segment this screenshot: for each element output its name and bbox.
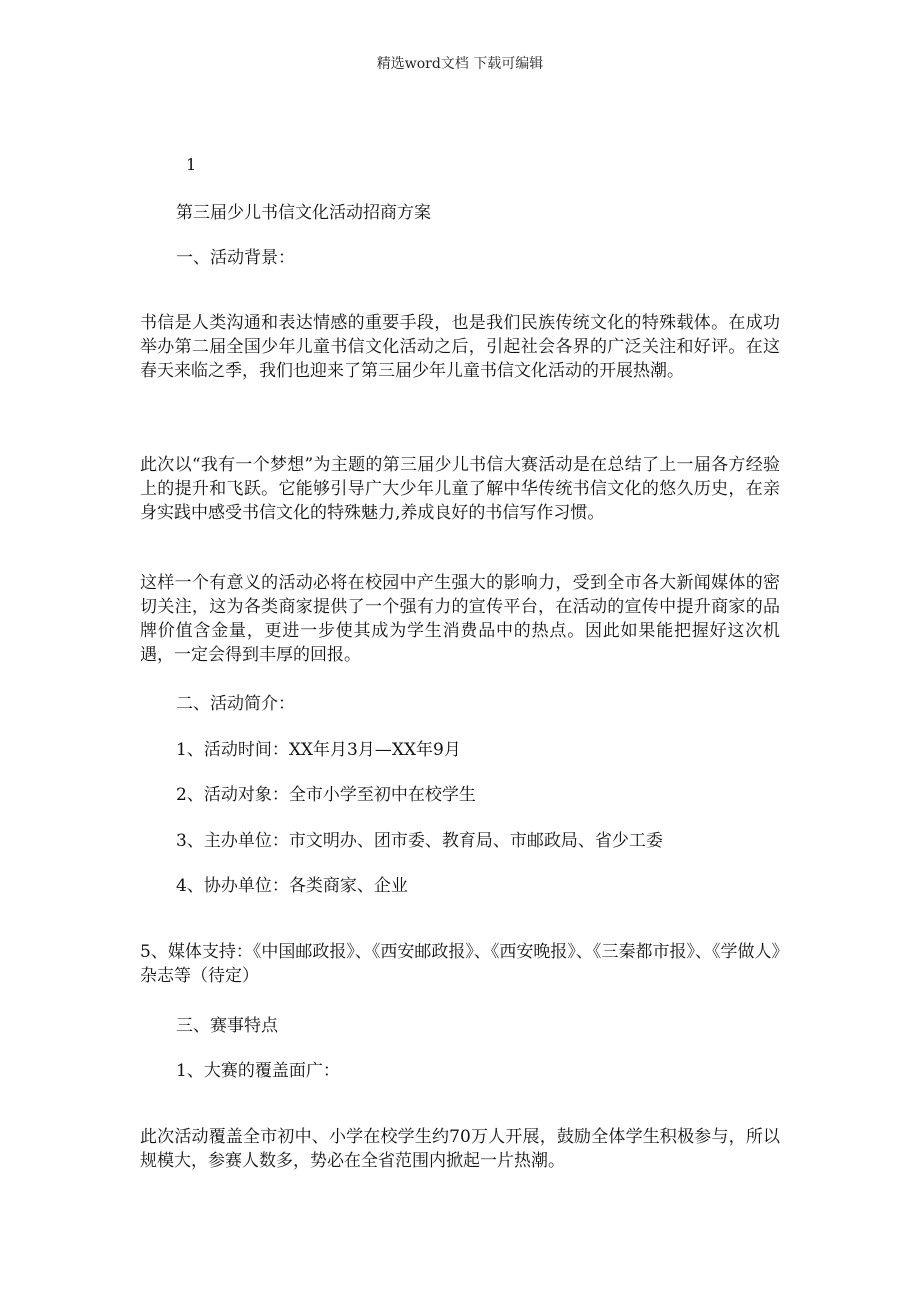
intro-item-co-organizers: 4、协办单位：各类商家、企业	[176, 876, 408, 896]
section-heading-introduction: 二、活动简介：	[176, 694, 295, 714]
page-number: 1	[186, 155, 197, 174]
intro-item-time: 1、活动时间：XX年月3月—XX年9月	[176, 740, 461, 760]
intro-item-media: 5、媒体支持：《中国邮政报》、《西安邮政报》、《西安晚报》、《三秦都市报》、《学做人》杂志等（待定）	[140, 942, 780, 986]
paragraph-background-1: 书信是人类沟通和表达情感的重要手段，也是我们民族传统文化的特殊载体。在成功举办第二届全国少年儿童书信文化活动之后，引起社会各界的广泛关注和好评。在这春天来临之季，我们也迎来了第三届少年儿童书信文化活动的开展热潮。	[140, 313, 780, 381]
intro-item-organizers: 3、主办单位：市文明办、团市委、教育局、市邮政局、省少工委	[176, 831, 663, 851]
section-heading-features: 三、赛事特点	[176, 1016, 278, 1036]
document-title: 第三届少儿书信文化活动招商方案	[176, 203, 431, 223]
page-header: 精选word文档 下载可编辑	[376, 56, 544, 72]
section-heading-background: 一、活动背景：	[176, 248, 295, 268]
paragraph-background-2: 此次以“我有一个梦想”为主题的第三届少儿书信大赛活动是在总结了上一届各方经验上的提升和飞跃。它能够引导广大少年儿童了解中华传统书信文化的悠久历史，在亲身实践中感受书信文化的特殊魅力,养成良好的书信写作习惯。	[140, 455, 780, 523]
features-subheading-coverage: 1、大赛的覆盖面广：	[176, 1061, 340, 1081]
paragraph-background-3: 这样一个有意义的活动必将在校园中产生强大的影响力，受到全市各大新闻媒体的密切关注，这为各类商家提供了一个强有力的宣传平台，在活动的宣传中提升商家的品牌价值含金量，更进一步使其成为学生消费品中的热点。因此如果能把握好这次机遇，一定会得到丰厚的回报。	[140, 573, 780, 665]
paragraph-coverage: 此次活动覆盖全市初中、小学在校学生约70万人开展，鼓励全体学生积极参与，所以规模大，参赛人数多，势必在全省范围内掀起一片热潮。	[140, 1127, 780, 1171]
intro-item-participants: 2、活动对象：全市小学至初中在校学生	[176, 785, 476, 805]
